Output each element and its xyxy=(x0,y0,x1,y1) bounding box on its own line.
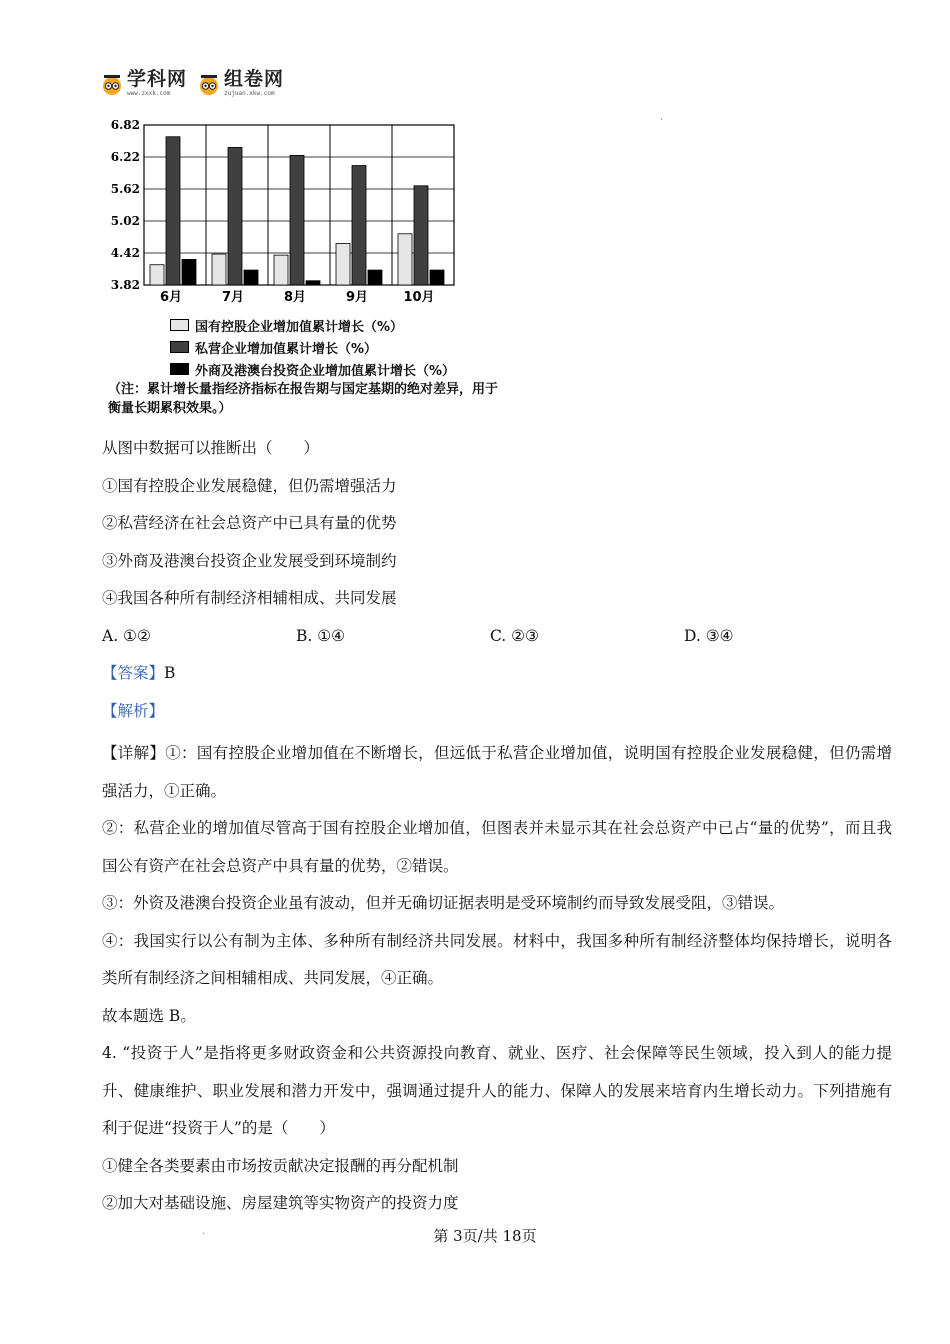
legend-label: 私营企业增加值累计增长（%） xyxy=(195,341,378,357)
legend-swatch xyxy=(170,363,189,375)
statement-item: ③外商及港澳台投资企业发展受到环境制约 xyxy=(102,551,397,570)
chart-legend xyxy=(170,314,455,380)
y-tick-label: 5.02 xyxy=(110,214,140,228)
conclusion: 故本题选 B。 xyxy=(102,1006,196,1025)
logo-zujuanwang xyxy=(197,70,284,97)
detail-tag: 【详解】 xyxy=(102,744,166,762)
bar xyxy=(228,147,242,285)
question-content xyxy=(102,435,892,1223)
bar xyxy=(430,270,444,285)
owl-mascot-icon xyxy=(100,72,124,96)
x-tick-label: 10月 xyxy=(403,290,435,305)
legend-item xyxy=(170,336,455,358)
bar xyxy=(398,234,412,285)
detail-paragraph xyxy=(102,735,892,810)
y-tick-label: 3.82 xyxy=(110,278,140,292)
bar xyxy=(336,243,350,285)
header-logos xyxy=(100,70,284,97)
legend-item xyxy=(170,358,455,380)
answer-options xyxy=(102,623,892,661)
x-tick-label: 6月 xyxy=(159,290,183,305)
owl-mascot-icon xyxy=(197,72,221,96)
detail-paragraph: ③：外资及港澳台投资企业虽有波动，但并无确切证据表明是受环境制约而导致发展受阻，③错误。 xyxy=(102,894,785,912)
legend-swatch xyxy=(170,319,189,331)
stray-dot: . xyxy=(202,1226,206,1237)
bar xyxy=(368,270,382,285)
statement-item: ②私营经济在社会总资产中已具有量的优势 xyxy=(102,514,397,532)
answer-line xyxy=(102,660,892,698)
growth-bar-chart xyxy=(100,115,480,310)
logo-name: 学科网 xyxy=(127,68,188,90)
option-b: B. ①④ xyxy=(296,626,346,645)
bar xyxy=(244,270,258,285)
x-tick-label: 8月 xyxy=(283,290,307,305)
stray-dot: . xyxy=(660,112,664,123)
statement-item: ①国有控股企业发展稳健，但仍需增强活力 xyxy=(102,476,397,495)
page-footer: 第 3页/共 18页 xyxy=(433,1227,537,1245)
bar xyxy=(352,166,366,285)
detail-text: ①：国有控股企业增加值在不断增长，但远低于私营企业增加值，说明国有控股企业发展稳健，但仍需增强活力，①正确。 xyxy=(102,744,892,800)
logo-url: www.zxxk.com xyxy=(127,90,171,97)
detail-paragraph: ④：我国实行以公有制为主体、多种所有制经济共同发展。材料中，我国多种所有制经济整体均保持增长，说明各类所有制经济之间相辅相成、共同发展，④正确。 xyxy=(102,931,892,987)
y-tick-label: 6.82 xyxy=(110,118,140,132)
statement-item: ②加大对基础设施、房屋建筑等实物资产的投资力度 xyxy=(102,1194,459,1212)
statement-item: ④我国各种所有制经济相辅相成、共同发展 xyxy=(102,589,397,607)
y-tick-label: 4.42 xyxy=(110,246,140,260)
logo-xuekewang xyxy=(100,70,187,97)
option-d: D. ③④ xyxy=(684,626,734,645)
x-tick-label: 7月 xyxy=(221,290,245,305)
bar xyxy=(274,255,288,285)
bar xyxy=(290,155,304,285)
bar xyxy=(150,265,164,285)
y-tick-label: 5.62 xyxy=(110,182,140,196)
analysis-line xyxy=(102,698,892,736)
statement-item: ①健全各类要素由市场按贡献决定报酬的再分配机制 xyxy=(102,1156,459,1175)
answer-tag: 【答案】 xyxy=(102,664,165,682)
option-a: A. ①② xyxy=(102,626,151,645)
logo-name: 组卷网 xyxy=(224,68,285,90)
bar xyxy=(182,259,196,285)
answer-value: B xyxy=(164,664,176,682)
option-c: C. ②③ xyxy=(490,626,539,645)
bar xyxy=(166,137,180,285)
question4-stem: 4. “投资于人”是指将更多财政资金和公共资源投向教育、就业、医疗、社会保障等民生领域，投入到人的能力提升、健康维护、职业发展和潜力开发中，强调通过提升人的能力、保障人的发展来培育内生增长动力。下列措施有利于促进“投资于人”的是（ ） xyxy=(102,1044,892,1137)
bar xyxy=(212,254,226,285)
bar xyxy=(306,281,320,285)
detail-paragraph: ②：私营企业的增加值尽管高于国有控股企业增加值，但图表并未显示其在社会总资产中已占“量的优势”，而且我国公有资产在社会总资产中具有量的优势，②错误。 xyxy=(102,819,892,875)
legend-swatch xyxy=(170,341,189,353)
x-tick-label: 9月 xyxy=(345,290,369,305)
legend-label: 外商及港澳台投资企业增加值累计增长（%） xyxy=(195,363,456,379)
chart-note: （注：累计增长量指经济指标在报告期与国定基期的绝对差异，用于衡量长期累积效果。） xyxy=(108,382,499,416)
analysis-tag: 【解析】 xyxy=(102,701,165,720)
question-stem: 从图中数据可以推断出（ ） xyxy=(102,439,320,457)
logo-url: zujuan.xkw.com xyxy=(224,90,275,97)
legend-label: 国有控股企业增加值累计增长（%） xyxy=(195,319,404,335)
legend-item xyxy=(170,314,455,336)
bar xyxy=(414,186,428,285)
y-tick-label: 6.22 xyxy=(110,150,140,164)
